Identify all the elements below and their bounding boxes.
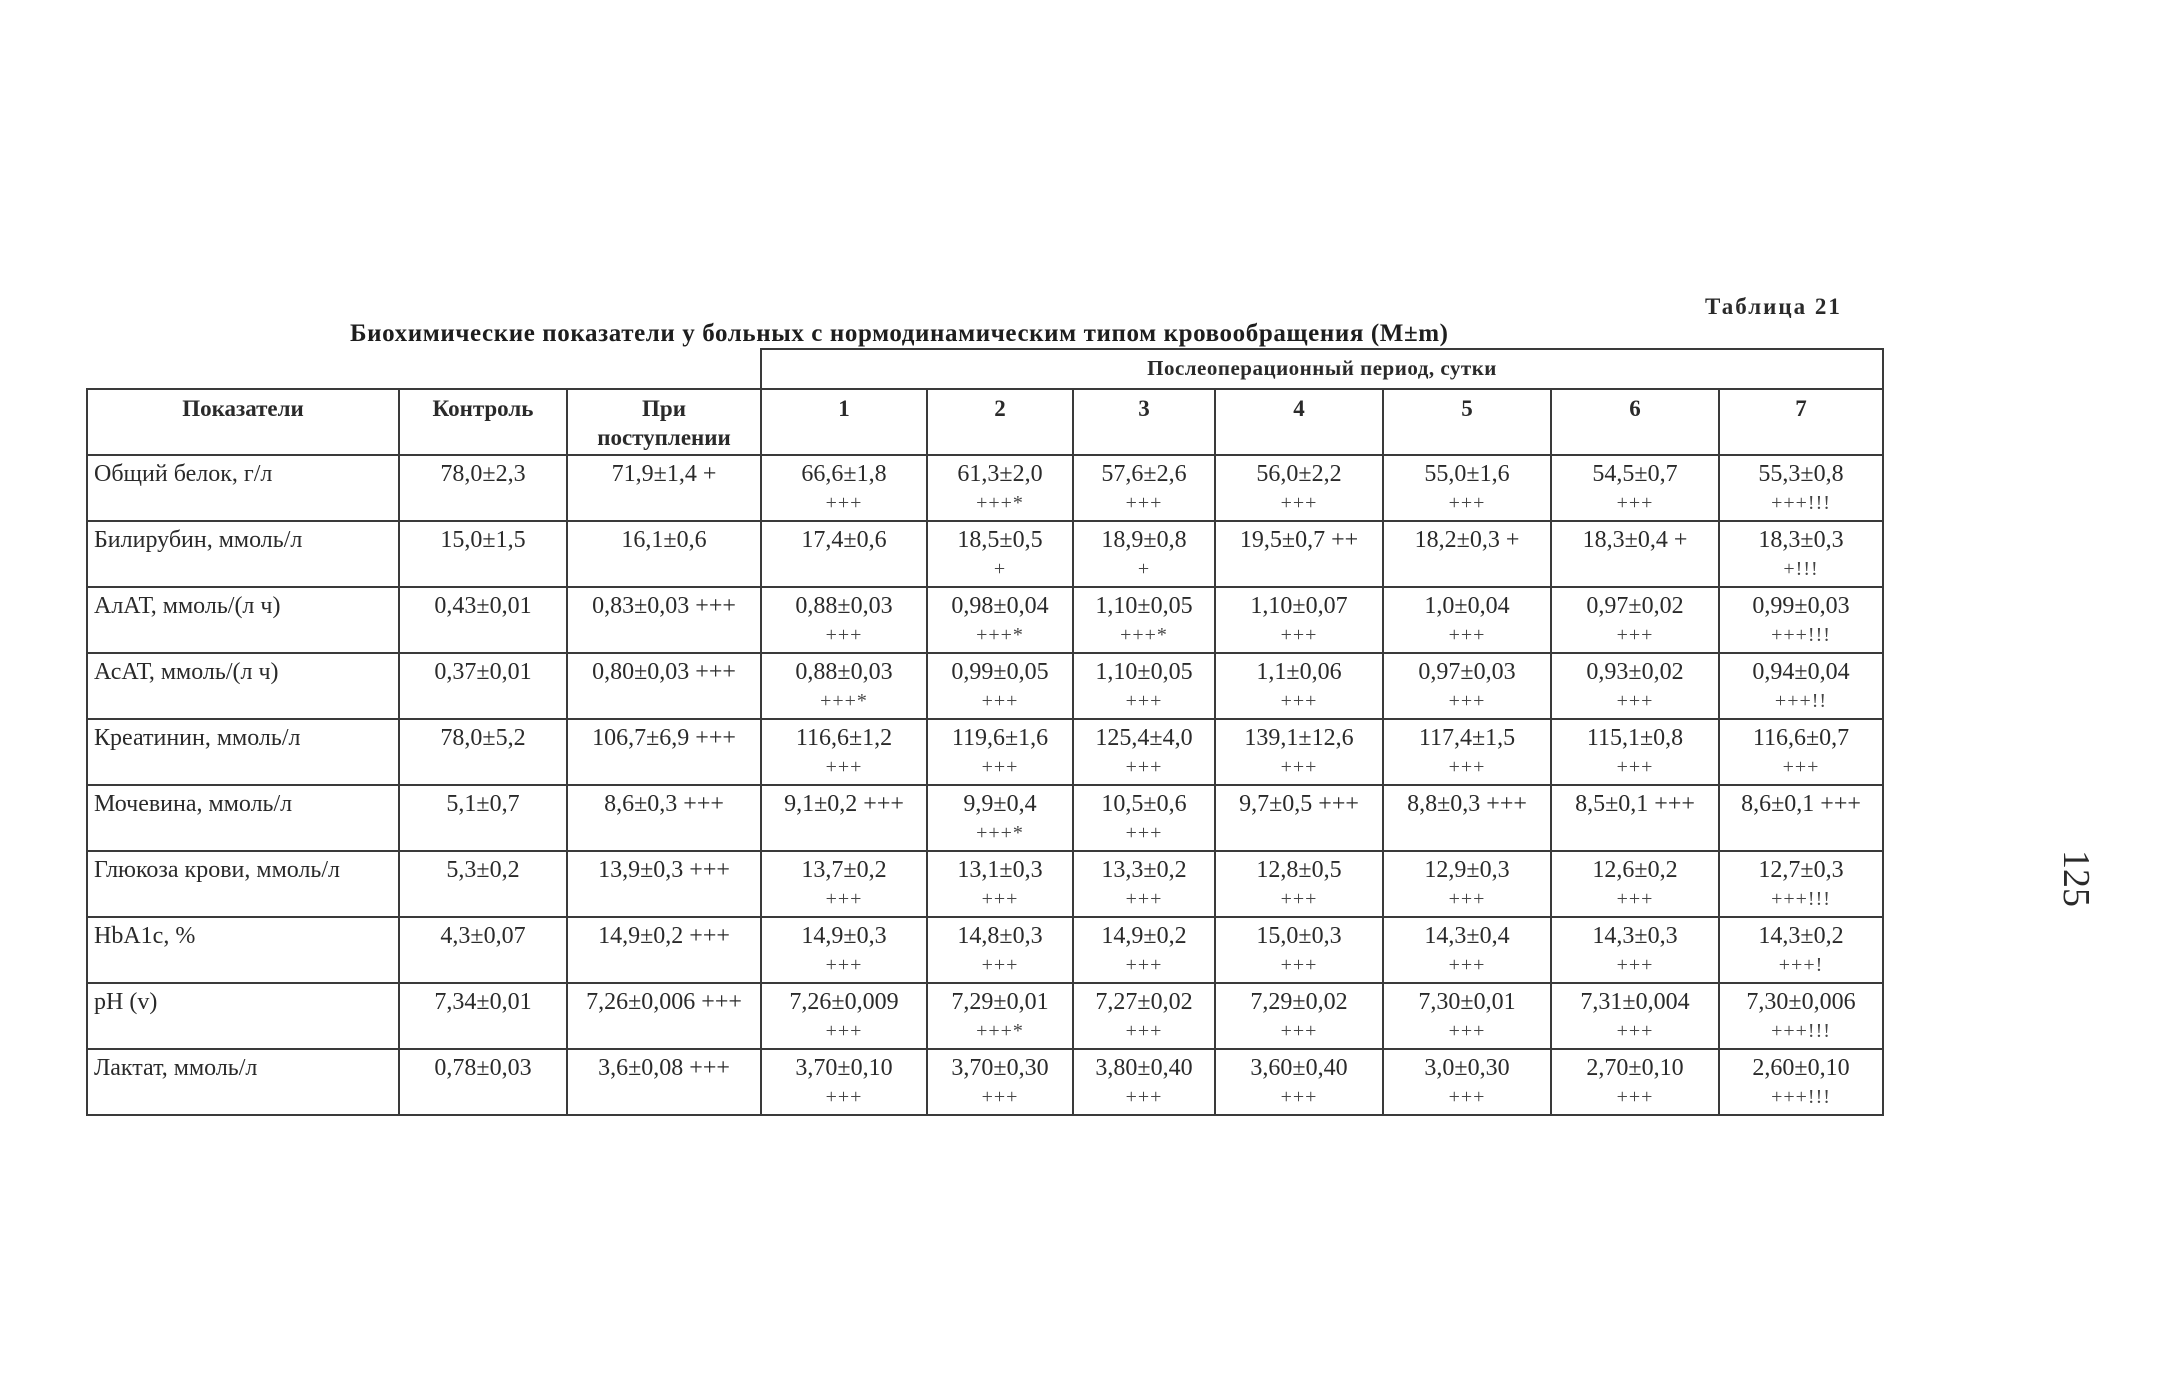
- day-value: 125,4±4,0: [1095, 725, 1193, 751]
- row-label: Глюкоза крови, ммоль/л: [87, 851, 399, 917]
- day-value: 9,7±0,5 +++: [1239, 791, 1359, 817]
- day-value: 0,94±0,04: [1752, 659, 1850, 685]
- day-value: 14,8±0,3: [957, 923, 1043, 949]
- control-value: 0,78±0,03: [399, 1049, 567, 1115]
- biochemistry-table: [86, 348, 1884, 1116]
- day-value: 116,6±1,2: [795, 725, 893, 751]
- day-header: 7: [1719, 389, 1883, 455]
- day-value: 18,3±0,3: [1758, 527, 1844, 553]
- significance-marker: +++!!!: [1771, 624, 1831, 646]
- day-value-cell: [927, 521, 1073, 587]
- day-value: 18,5±0,5: [957, 527, 1043, 553]
- significance-marker: +++: [825, 492, 863, 514]
- day-value-cell: [1383, 587, 1551, 653]
- table-row: [87, 455, 1883, 521]
- significance-marker: +++: [1448, 756, 1486, 778]
- day-value-cell: [927, 719, 1073, 785]
- day-value: 9,9±0,4: [963, 791, 1037, 817]
- significance-marker: +++: [1125, 1020, 1163, 1042]
- day-value-cell: [1215, 521, 1383, 587]
- day-value: 14,3±0,4: [1424, 923, 1510, 949]
- day-value-cell: [1551, 1049, 1719, 1115]
- day-header: 1: [761, 389, 927, 455]
- significance-marker: +++: [1448, 624, 1486, 646]
- day-value: 7,30±0,01: [1418, 989, 1516, 1015]
- day-value-cell: [1551, 785, 1719, 851]
- day-value: 1,10±0,07: [1250, 593, 1348, 619]
- control-value: 5,1±0,7: [399, 785, 567, 851]
- day-value-cell: [1215, 983, 1383, 1049]
- significance-marker: +++: [825, 624, 863, 646]
- day-value-cell: [1383, 653, 1551, 719]
- day-header: 4: [1215, 389, 1383, 455]
- control-value: 0,37±0,01: [399, 653, 567, 719]
- significance-marker: +++: [1280, 888, 1318, 910]
- day-value-cell: [1551, 521, 1719, 587]
- significance-marker: +++*: [976, 624, 1024, 646]
- day-value: 139,1±12,6: [1244, 725, 1354, 751]
- significance-marker: +++: [1616, 1020, 1654, 1042]
- significance-marker: +++: [1125, 954, 1163, 976]
- table-row: [87, 785, 1883, 851]
- empty-corner: [87, 349, 761, 389]
- day-value-cell: [1383, 455, 1551, 521]
- day-value-cell: [927, 851, 1073, 917]
- significance-marker: +++: [1125, 756, 1163, 778]
- day-value: 0,99±0,03: [1752, 593, 1850, 619]
- day-value-cell: [761, 521, 927, 587]
- day-value: 12,9±0,3: [1424, 857, 1510, 883]
- day-value-cell: [761, 851, 927, 917]
- day-value: 117,4±1,5: [1418, 725, 1516, 751]
- day-value-cell: [1073, 1049, 1215, 1115]
- table-body: [87, 455, 1883, 1115]
- day-value-cell: [1215, 719, 1383, 785]
- day-value-cell: [1383, 785, 1551, 851]
- significance-marker: +++!: [1778, 954, 1824, 976]
- day-value: 12,8±0,5: [1256, 857, 1342, 883]
- significance-marker: +++: [825, 954, 863, 976]
- day-value: 54,5±0,7: [1592, 461, 1678, 487]
- day-value: 55,0±1,6: [1424, 461, 1510, 487]
- row-label: Креатинин, ммоль/л: [87, 719, 399, 785]
- day-value: 0,99±0,05: [951, 659, 1049, 685]
- day-value-cell: [761, 983, 927, 1049]
- day-value-cell: [1073, 983, 1215, 1049]
- day-value-cell: [927, 455, 1073, 521]
- day-value-cell: [1383, 521, 1551, 587]
- significance-marker: +++: [1616, 690, 1654, 712]
- significance-marker: +++: [1125, 1086, 1163, 1108]
- day-value-cell: [1215, 1049, 1383, 1115]
- significance-marker: +++: [1616, 492, 1654, 514]
- control-value: 7,34±0,01: [399, 983, 567, 1049]
- row-label: Общий белок, г/л: [87, 455, 399, 521]
- day-value: 18,3±0,4 +: [1582, 527, 1688, 553]
- day-value: 18,9±0,8: [1101, 527, 1187, 553]
- day-value-cell: [1073, 719, 1215, 785]
- day-value: 3,70±0,10: [795, 1055, 893, 1081]
- significance-marker: +++: [1448, 492, 1486, 514]
- row-label: pH (v): [87, 983, 399, 1049]
- significance-marker: +++: [1448, 888, 1486, 910]
- day-value-cell: [1383, 917, 1551, 983]
- significance-marker: +++: [1448, 954, 1486, 976]
- table-number: Таблица 21: [1705, 294, 1842, 319]
- day-value: 1,10±0,05: [1095, 659, 1193, 685]
- significance-marker: +++: [981, 954, 1019, 976]
- day-value: 56,0±2,2: [1256, 461, 1342, 487]
- significance-marker: +++*: [820, 690, 868, 712]
- table-row: [87, 983, 1883, 1049]
- day-value-cell: [1551, 983, 1719, 1049]
- row-label: Мочевина, ммоль/л: [87, 785, 399, 851]
- day-value: 1,10±0,05: [1095, 593, 1193, 619]
- admission-value: 0,80±0,03 +++: [567, 653, 761, 719]
- day-value-cell: [761, 785, 927, 851]
- significance-marker: +++: [1782, 756, 1820, 778]
- day-value-cell: [761, 917, 927, 983]
- day-value: 12,6±0,2: [1592, 857, 1678, 883]
- day-value: 7,29±0,02: [1250, 989, 1348, 1015]
- day-value: 61,3±2,0: [957, 461, 1043, 487]
- day-value-cell: [927, 653, 1073, 719]
- admission-value: 16,1±0,6: [567, 521, 761, 587]
- day-value: 13,7±0,2: [801, 857, 887, 883]
- significance-marker: +++: [1616, 624, 1654, 646]
- day-value-cell: [927, 983, 1073, 1049]
- significance-marker: +!!!: [1783, 558, 1819, 580]
- day-value: 7,29±0,01: [951, 989, 1049, 1015]
- significance-marker: +++: [981, 756, 1019, 778]
- day-value-cell: [1215, 785, 1383, 851]
- day-value-cell: [1073, 785, 1215, 851]
- table-title: Биохимические показатели у больных с нормодинамическим типом кровообращения (M±m): [350, 320, 1449, 347]
- control-value: 0,43±0,01: [399, 587, 567, 653]
- day-value-cell: [1215, 917, 1383, 983]
- significance-marker: +++: [981, 888, 1019, 910]
- significance-marker: +++: [1616, 954, 1654, 976]
- significance-marker: +++: [1448, 1020, 1486, 1042]
- significance-marker: +++: [1616, 756, 1654, 778]
- day-value-cell: [1215, 455, 1383, 521]
- day-value-cell: [1383, 851, 1551, 917]
- day-value-cell: [1719, 587, 1883, 653]
- day-value: 19,5±0,7 ++: [1239, 527, 1359, 553]
- significance-marker: +++: [1280, 1020, 1318, 1042]
- significance-marker: +++!!!: [1771, 1020, 1831, 1042]
- row-label: АсАТ, ммоль/(л ч): [87, 653, 399, 719]
- significance-marker: +++: [1280, 1086, 1318, 1108]
- day-value: 8,8±0,3 +++: [1407, 791, 1527, 817]
- day-value: 18,2±0,3 +: [1414, 527, 1520, 553]
- significance-marker: +++: [825, 1086, 863, 1108]
- day-value: 0,97±0,02: [1586, 593, 1684, 619]
- significance-marker: +++: [1280, 690, 1318, 712]
- control-value: 5,3±0,2: [399, 851, 567, 917]
- day-value: 3,80±0,40: [1095, 1055, 1193, 1081]
- control-value: 4,3±0,07: [399, 917, 567, 983]
- day-value-cell: [1215, 587, 1383, 653]
- control-value: 78,0±5,2: [399, 719, 567, 785]
- day-value: 7,27±0,02: [1095, 989, 1193, 1015]
- day-value: 13,1±0,3: [957, 857, 1043, 883]
- day-value-cell: [1215, 851, 1383, 917]
- day-value: 2,70±0,10: [1586, 1055, 1684, 1081]
- page-number: 125: [2055, 850, 2097, 907]
- significance-marker: +++: [981, 690, 1019, 712]
- day-value-cell: [927, 785, 1073, 851]
- significance-marker: +++: [1280, 954, 1318, 976]
- day-value: 57,6±2,6: [1101, 461, 1187, 487]
- significance-marker: +++: [1125, 822, 1163, 844]
- day-value-cell: [1719, 455, 1883, 521]
- day-value: 14,9±0,3: [801, 923, 887, 949]
- day-value: 116,6±0,7: [1752, 725, 1850, 751]
- significance-marker: +++*: [976, 492, 1024, 514]
- significance-marker: +++*: [976, 1020, 1024, 1042]
- day-value-cell: [1551, 587, 1719, 653]
- day-value: 14,3±0,2: [1758, 923, 1844, 949]
- day-value: 3,60±0,40: [1250, 1055, 1348, 1081]
- significance-marker: +++: [1125, 690, 1163, 712]
- table-row: [87, 587, 1883, 653]
- day-value: 3,0±0,30: [1424, 1055, 1510, 1081]
- day-value-cell: [1215, 653, 1383, 719]
- day-value-cell: [1073, 587, 1215, 653]
- day-value: 8,6±0,1 +++: [1741, 791, 1861, 817]
- day-value-cell: [1551, 917, 1719, 983]
- day-value-cell: [927, 917, 1073, 983]
- day-value-cell: [1383, 983, 1551, 1049]
- day-value: 9,1±0,2 +++: [784, 791, 904, 817]
- day-header: 6: [1551, 389, 1719, 455]
- day-value: 7,30±0,006: [1746, 989, 1856, 1015]
- table-row: [87, 719, 1883, 785]
- day-value-cell: [1073, 521, 1215, 587]
- day-value-cell: [927, 587, 1073, 653]
- day-value-cell: [1719, 653, 1883, 719]
- admission-header: При поступлении: [567, 389, 761, 455]
- significance-marker: +: [993, 558, 1007, 580]
- day-value-cell: [1073, 455, 1215, 521]
- significance-marker: +: [1137, 558, 1151, 580]
- day-value: 3,70±0,30: [951, 1055, 1049, 1081]
- significance-marker: +++!!: [1774, 690, 1828, 712]
- day-value-cell: [1719, 785, 1883, 851]
- day-value-cell: [1551, 455, 1719, 521]
- day-value-cell: [1551, 719, 1719, 785]
- admission-value: 106,7±6,9 +++: [567, 719, 761, 785]
- significance-marker: +++: [1125, 888, 1163, 910]
- day-value-cell: [761, 1049, 927, 1115]
- day-value-cell: [1551, 851, 1719, 917]
- significance-marker: +++: [1616, 1086, 1654, 1108]
- day-value-cell: [1551, 653, 1719, 719]
- day-value: 115,1±0,8: [1586, 725, 1684, 751]
- day-header: 3: [1073, 389, 1215, 455]
- admission-value: 13,9±0,3 +++: [567, 851, 761, 917]
- period-header-row: [87, 349, 1883, 389]
- row-label: Билирубин, ммоль/л: [87, 521, 399, 587]
- admission-value: 14,9±0,2 +++: [567, 917, 761, 983]
- day-value: 0,88±0,03: [795, 659, 893, 685]
- table-row: [87, 1049, 1883, 1115]
- significance-marker: +++: [825, 1020, 863, 1042]
- day-value: 8,5±0,1 +++: [1575, 791, 1695, 817]
- significance-marker: +++!!!: [1771, 888, 1831, 910]
- day-value-cell: [761, 587, 927, 653]
- significance-marker: +++: [1448, 1086, 1486, 1108]
- day-value: 0,88±0,03: [795, 593, 893, 619]
- day-value: 15,0±0,3: [1256, 923, 1342, 949]
- row-label: АлАТ, ммоль/(л ч): [87, 587, 399, 653]
- day-value-cell: [1073, 653, 1215, 719]
- day-value: 7,26±0,009: [789, 989, 899, 1015]
- day-value-cell: [1073, 917, 1215, 983]
- admission-value: 3,6±0,08 +++: [567, 1049, 761, 1115]
- significance-marker: +++: [1616, 888, 1654, 910]
- day-value-cell: [1383, 1049, 1551, 1115]
- day-value: 66,6±1,8: [801, 461, 887, 487]
- significance-marker: +++: [1448, 690, 1486, 712]
- significance-marker: +++: [1125, 492, 1163, 514]
- day-value: 14,3±0,3: [1592, 923, 1678, 949]
- significance-marker: +++: [1280, 624, 1318, 646]
- day-value: 0,97±0,03: [1418, 659, 1516, 685]
- day-value: 119,6±1,6: [951, 725, 1049, 751]
- day-value: 1,1±0,06: [1256, 659, 1342, 685]
- admission-value: 71,9±1,4 +: [567, 455, 761, 521]
- row-label: HbA1c, %: [87, 917, 399, 983]
- table-row: [87, 917, 1883, 983]
- day-value: 55,3±0,8: [1758, 461, 1844, 487]
- table-row: [87, 521, 1883, 587]
- day-value-cell: [1719, 851, 1883, 917]
- postop-period-header: Послеоперационный период, сутки: [761, 349, 1883, 389]
- admission-value: 0,83±0,03 +++: [567, 587, 761, 653]
- day-value: 2,60±0,10: [1752, 1055, 1850, 1081]
- day-value: 0,98±0,04: [951, 593, 1049, 619]
- table-row: [87, 851, 1883, 917]
- admission-value: 8,6±0,3 +++: [567, 785, 761, 851]
- day-header: 2: [927, 389, 1073, 455]
- day-value-cell: [1719, 1049, 1883, 1115]
- day-value: 7,31±0,004: [1580, 989, 1690, 1015]
- column-header-row: [87, 389, 1883, 455]
- day-value-cell: [761, 719, 927, 785]
- day-value: 10,5±0,6: [1101, 791, 1187, 817]
- significance-marker: +++: [825, 756, 863, 778]
- control-value: 78,0±2,3: [399, 455, 567, 521]
- significance-marker: +++*: [1120, 624, 1168, 646]
- row-label: Лактат, ммоль/л: [87, 1049, 399, 1115]
- admission-value: 7,26±0,006 +++: [567, 983, 761, 1049]
- day-value: 13,3±0,2: [1101, 857, 1187, 883]
- day-value-cell: [1073, 851, 1215, 917]
- day-value-cell: [1383, 719, 1551, 785]
- significance-marker: +++!!!: [1771, 492, 1831, 514]
- day-value: 17,4±0,6: [801, 527, 887, 553]
- significance-marker: +++: [1280, 492, 1318, 514]
- significance-marker: +++!!!: [1771, 1086, 1831, 1108]
- control-value: 15,0±1,5: [399, 521, 567, 587]
- indicator-header: Показатели: [87, 389, 399, 455]
- day-header: 5: [1383, 389, 1551, 455]
- day-value-cell: [1719, 917, 1883, 983]
- day-value: 12,7±0,3: [1758, 857, 1844, 883]
- day-value: 1,0±0,04: [1424, 593, 1510, 619]
- significance-marker: +++: [981, 1086, 1019, 1108]
- table-row: [87, 653, 1883, 719]
- day-value: 14,9±0,2: [1101, 923, 1187, 949]
- day-value-cell: [1719, 719, 1883, 785]
- day-value-cell: [1719, 521, 1883, 587]
- day-value-cell: [761, 653, 927, 719]
- significance-marker: +++: [1280, 756, 1318, 778]
- control-header: Контроль: [399, 389, 567, 455]
- day-value-cell: [761, 455, 927, 521]
- day-value: 0,93±0,02: [1586, 659, 1684, 685]
- day-value-cell: [1719, 983, 1883, 1049]
- significance-marker: +++: [825, 888, 863, 910]
- significance-marker: +++*: [976, 822, 1024, 844]
- day-value-cell: [927, 1049, 1073, 1115]
